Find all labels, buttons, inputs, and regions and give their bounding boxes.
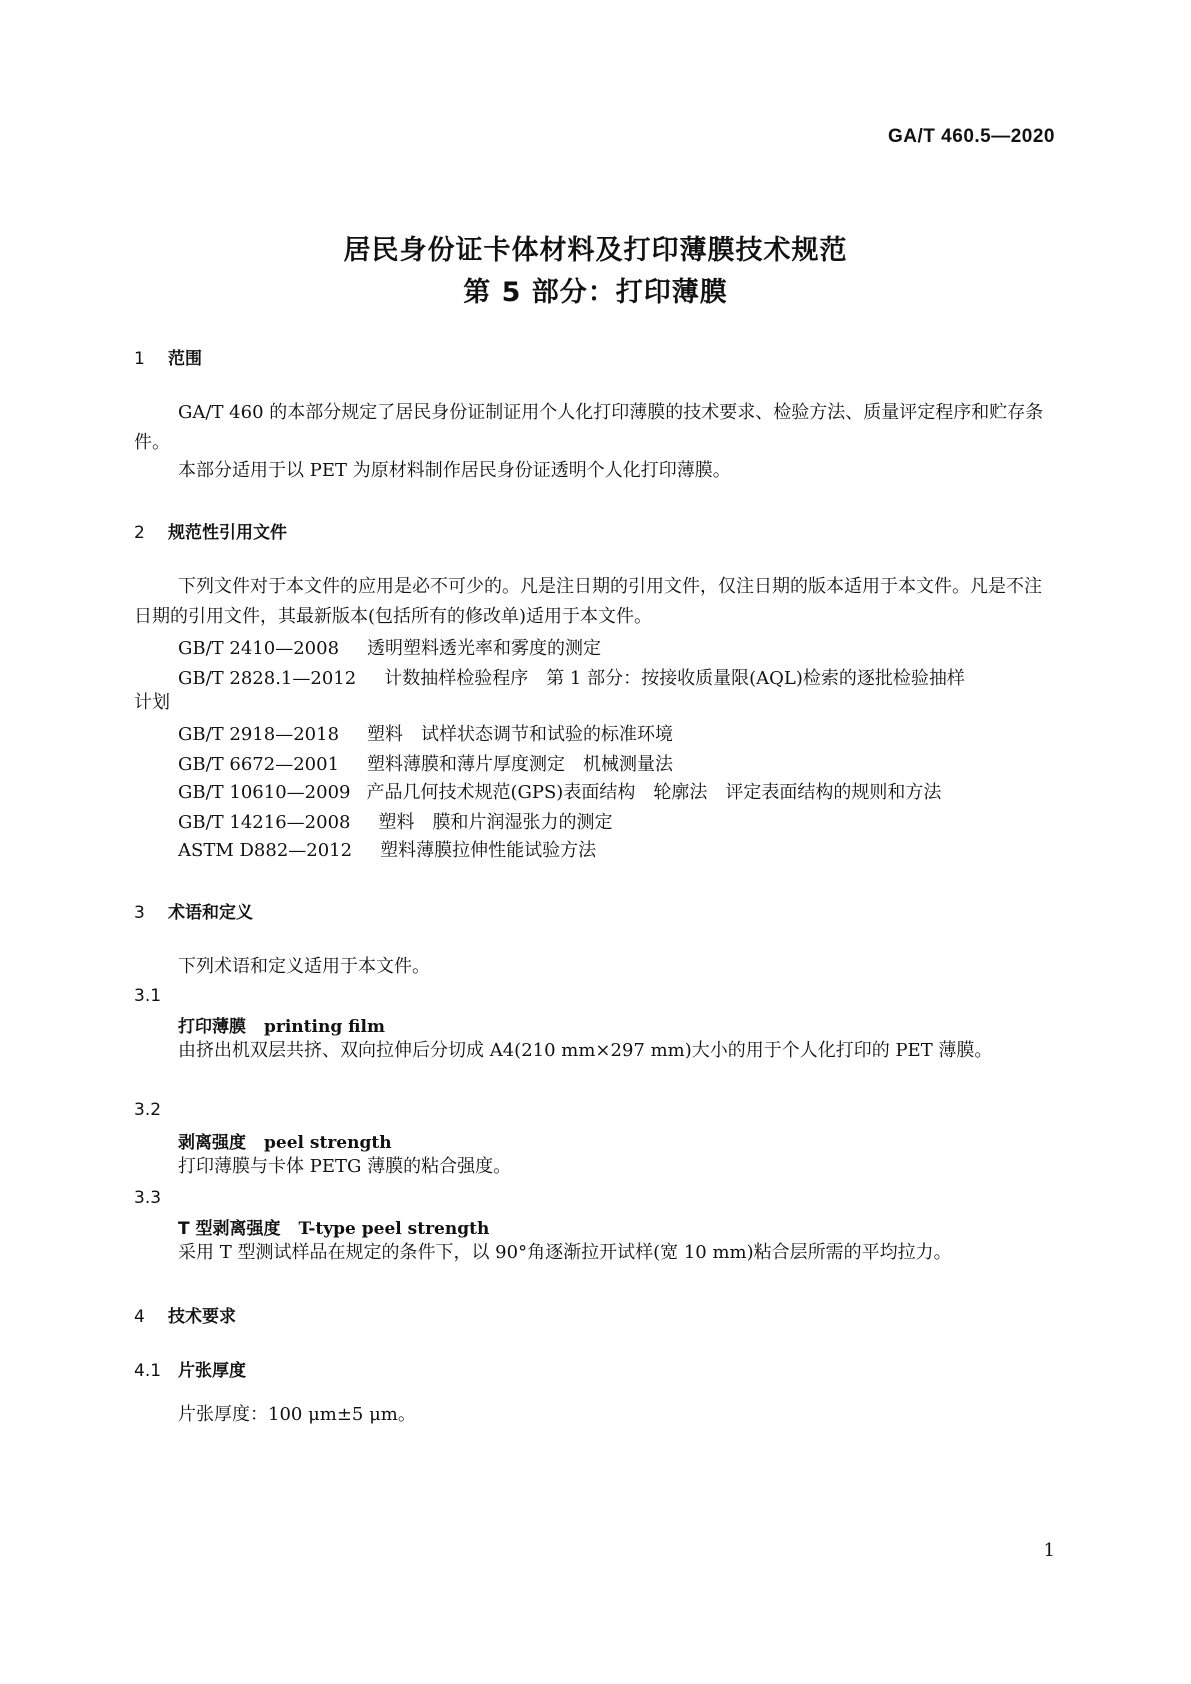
term-name	[178, 1128, 392, 1153]
term-en: printing film	[264, 1017, 385, 1037]
section-number: 4	[134, 1307, 145, 1327]
subsection-number: 4.1	[134, 1361, 162, 1381]
reference-code: ASTM D882—2012	[178, 840, 353, 861]
section-2-heading	[134, 518, 287, 543]
reference-title: 产品几何技术规范(GPS)表面结构 轮廓法 评定表面结构的规则和方法	[366, 782, 942, 803]
term-en: T-type peel strength	[298, 1219, 490, 1239]
reference-code: GB/T 2918—2018	[178, 724, 340, 745]
section-3-heading	[134, 898, 253, 923]
term-number: 3.3	[134, 1188, 162, 1208]
reference-item	[178, 836, 596, 862]
term-definition: 由挤出机双层共挤、双向拉伸后分切成 A4(210 mm×297 mm)大小的用于个人化打印的 PET 薄膜。	[178, 1040, 993, 1061]
reference-title: 塑料薄膜拉伸性能试验方法	[380, 840, 597, 861]
document-title: 居民身份证卡体材料及打印薄膜技术规范	[343, 235, 848, 266]
reference-code: GB/T 10610—2009	[178, 782, 351, 803]
reference-title: 塑料薄膜和薄片厚度测定 机械测量法	[367, 754, 674, 775]
document-id: GA/T 460.5—2020	[888, 126, 1055, 147]
reference-item	[178, 750, 673, 776]
reference-item	[178, 634, 601, 660]
reference-code: GB/T 6672—2001	[178, 754, 340, 775]
section-title: 范围	[168, 349, 202, 369]
term-name	[178, 1214, 489, 1239]
term-number: 3.1	[134, 986, 162, 1006]
term-definition: 打印薄膜与卡体 PETG 薄膜的粘合强度。	[178, 1156, 512, 1177]
reference-title: 塑料 试样状态调节和试验的标准环境	[367, 724, 674, 745]
term-zh: 打印薄膜	[178, 1017, 246, 1037]
term-definition: 采用 T 型测试样品在规定的条件下，以 90°角逐渐拉开试样(宽 10 mm)粘合层所需的平均拉力。	[178, 1242, 952, 1263]
term-zh: T 型剥离强度	[178, 1219, 281, 1239]
section-number: 1	[134, 349, 145, 369]
reference-title: 透明塑料透光率和雾度的测定	[367, 638, 602, 659]
term-en: peel strength	[264, 1133, 392, 1153]
subsection-4-1-heading	[134, 1356, 246, 1381]
reference-item	[178, 720, 673, 746]
paragraph: 下列术语和定义适用于本文件。	[178, 956, 430, 977]
paragraph: GA/T 460 的本部分规定了居民身份证制证用个人化打印薄膜的技术要求、检验方法、质量评定程序和贮存条件。	[134, 402, 1044, 453]
section-1-heading	[134, 344, 202, 369]
paragraph: 下列文件对于本文件的应用是必不可少的。凡是注日期的引用文件，仅注日期的版本适用于本文件。凡是不注日期的引用文件，其最新版本(包括所有的修改单)适用于本文件。	[134, 576, 1042, 627]
subsection-title: 片张厚度	[178, 1361, 246, 1381]
reference-code: GB/T 14216—2008	[178, 812, 351, 833]
paragraph: 本部分适用于以 PET 为原材料制作居民身份证透明个人化打印薄膜。	[178, 460, 731, 481]
reference-title-continued: 计划	[134, 692, 170, 713]
reference-title: 塑料 膜和片润湿张力的测定	[378, 812, 613, 833]
paragraph: 片张厚度：100 μm±5 μm。	[178, 1404, 416, 1425]
term-name	[178, 1012, 385, 1037]
section-4-heading	[134, 1302, 236, 1327]
reference-code: GB/T 2410—2008	[178, 638, 340, 659]
section-number: 3	[134, 903, 145, 923]
section-number: 2	[134, 523, 145, 543]
term-number: 3.2	[134, 1100, 162, 1120]
reference-item	[178, 808, 612, 834]
reference-title: 计数抽样检验程序 第 1 部分：按接收质量限(AQL)检索的逐批检验抽样	[384, 668, 965, 689]
section-title: 技术要求	[168, 1307, 236, 1327]
section-title: 术语和定义	[168, 903, 253, 923]
page-number: 1	[1043, 1540, 1055, 1561]
reference-item	[178, 664, 965, 690]
term-zh: 剥离强度	[178, 1133, 246, 1153]
reference-code: GB/T 2828.1—2012	[178, 668, 357, 689]
reference-item	[178, 778, 941, 804]
section-title: 规范性引用文件	[168, 523, 287, 543]
document-subtitle: 第 5 部分：打印薄膜	[463, 277, 728, 308]
